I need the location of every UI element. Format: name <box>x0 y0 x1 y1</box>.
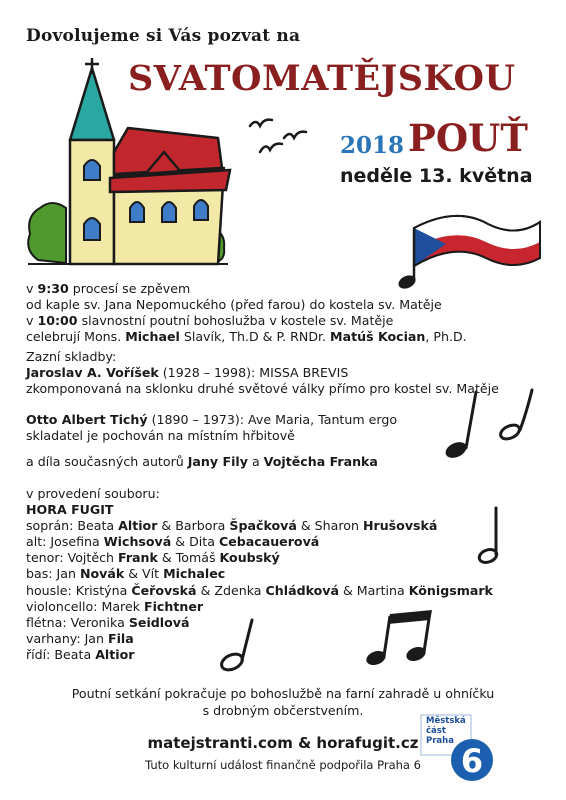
title-svatomatejskou: SVATOMATĚJSKOU <box>128 58 516 99</box>
closing-line-1: Poutní setkání pokračuje po bohoslužbě na farní zahradě u ohníčku <box>71 686 495 701</box>
performer-tenor: tenor: Vojtěch Frank & Tomáš Koubský <box>26 550 280 566</box>
celebrants-line: celebrují Mons. Michael Slavík, Th.D & P. RNDr. Matúš Kocian, Ph.D. <box>26 329 467 345</box>
performer-flute: flétna: Veronika Seidlová <box>26 614 190 630</box>
birds-icon <box>246 112 310 158</box>
performers-intro: v provedení souboru: <box>26 486 160 501</box>
piece-tichy: Otto Albert Tichý (1890 – 1973): Ave Maria, Tantum ergo <box>26 412 398 427</box>
logo-number: 6 <box>460 742 484 780</box>
mass-line: v 10:00 slavnostní poutní bohoslužba v kostele sv. Matěje <box>26 313 394 329</box>
performer-organ: varhany: Jan Fila <box>26 630 134 646</box>
performer-violin: housle: Kristýna Čeřovská & Zdenka Chládková & Martina Königsmark <box>26 582 493 598</box>
performer-cello: violoncello: Marek Fichtner <box>26 598 204 614</box>
ensemble-name: HORA FUGIT <box>26 502 114 518</box>
closing-line-2: s drobným občerstvením. <box>202 702 364 718</box>
performer-soprano: soprán: Beata Altior & Barbora Špačková & Sharon Hrušovská <box>26 518 438 534</box>
websites: matejstranti.com & horafugit.cz <box>147 734 419 752</box>
title-pout: POUŤ <box>408 116 528 160</box>
procession-route: od kaple sv. Jana Nepomuckého (před farou) do kostela sv. Matěje <box>26 297 442 313</box>
music-notes-icon <box>436 386 546 466</box>
music-note-icon <box>472 504 512 568</box>
performer-alto: alt: Josefina Wichsová & Dita Cebacauerová <box>26 534 320 550</box>
event-date: neděle 13. května <box>340 165 533 187</box>
logo-text: Městská část Praha <box>426 716 466 746</box>
title-year: 2018 <box>340 132 405 159</box>
invitation-line: Dovolujeme si Vás pozvat na <box>26 26 301 46</box>
czech-flag-icon <box>396 200 546 292</box>
performer-bass: bas: Jan Novák & Vít Michalec <box>26 566 226 582</box>
piece-vorisek-note: zkomponovaná na sklonku druhé světové války přímo pro kostel sv. Matěje <box>26 381 499 397</box>
program-tichy <box>26 412 397 444</box>
piece-tichy-note: skladatel je pochován na místním hřbitově <box>26 428 295 444</box>
contemporary-authors: a díla současných autorů Jany Fily a Vojtěcha Franka <box>26 454 378 469</box>
procession-line: v 9:30 procesí se zpěvem <box>26 281 191 296</box>
music-note-icon <box>214 616 264 674</box>
pieces-heading: Zazní skladby: <box>26 349 117 364</box>
program-mass <box>26 281 467 345</box>
church-illustration <box>22 58 232 270</box>
sponsor-note: Tuto kulturní událost finančně podpořila Praha 6 <box>145 758 421 772</box>
program-pieces <box>26 349 499 397</box>
performer-conductor: řídí: Beata Altior <box>26 646 135 662</box>
beamed-notes-icon <box>362 606 442 672</box>
piece-vorisek: Jaroslav A. Voříšek (1928 – 1998): MISSA BREVIS <box>26 365 349 381</box>
